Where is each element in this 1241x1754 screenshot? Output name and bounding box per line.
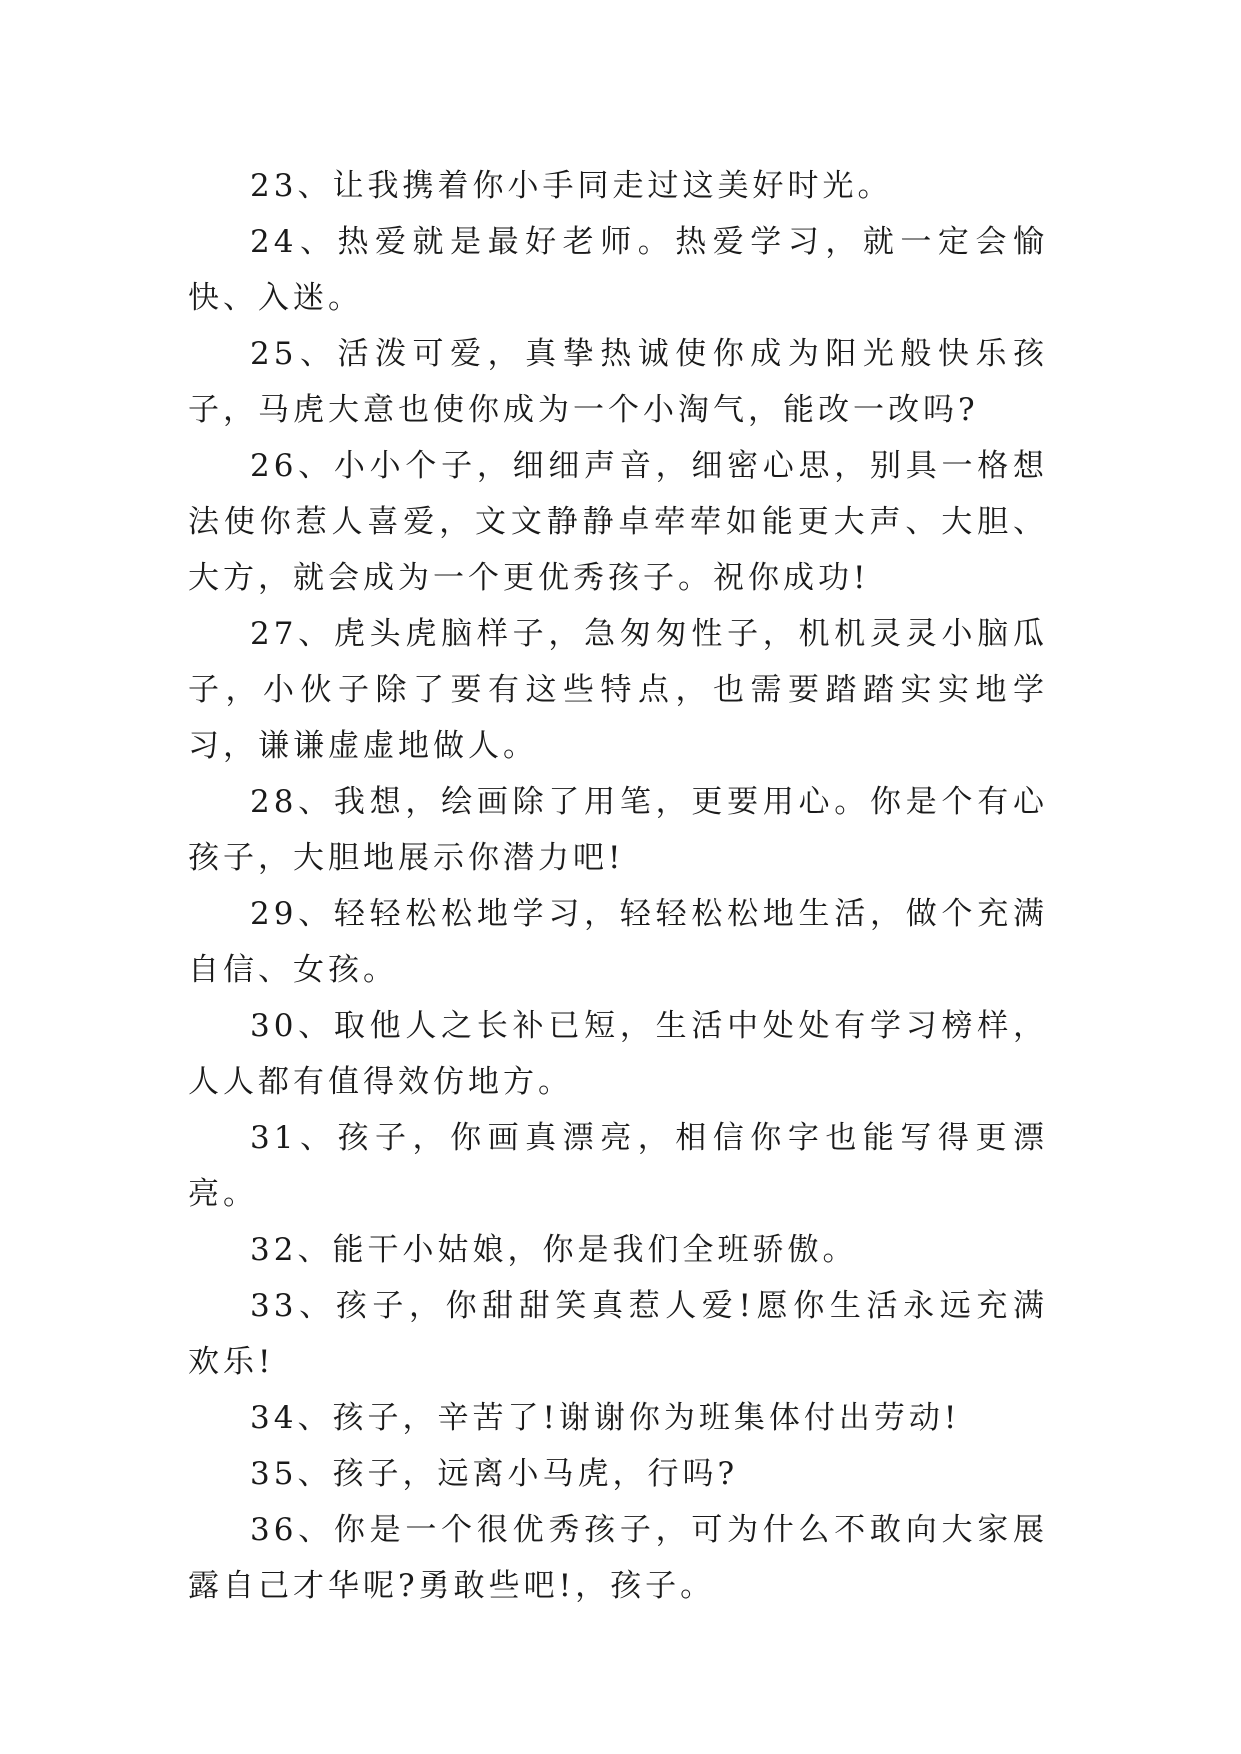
paragraph-32: 32、能干小姑娘，你是我们全班骄傲。 bbox=[250, 1232, 858, 1268]
paragraph-23: 23、让我携着你小手同走过这美好时光。 bbox=[250, 168, 893, 204]
paragraph-26: 26、小小个子，细细声音，细密心思，别具一格想法使你惹人喜爱，文文静静卓荦荦如能更大声、大胆、大方，就会成为一个更优秀孩子。祝你成功! bbox=[188, 448, 1048, 596]
paragraph-35: 35、孩子，远离小马虎，行吗? bbox=[250, 1456, 739, 1492]
paragraph-30: 30、取他人之长补已短，生活中处处有学习榜样，人人都有值得效仿地方。 bbox=[188, 1008, 1048, 1100]
paragraph-28: 28、我想，绘画除了用笔，更要用心。你是个有心孩子，大胆地展示你潜力吧! bbox=[188, 784, 1048, 876]
paragraph-33: 33、孩子，你甜甜笑真惹人爱!愿你生活永远充满欢乐! bbox=[188, 1288, 1048, 1380]
paragraph-36: 36、你是一个很优秀孩子，可为什么不敢向大家展露自己才华呢?勇敢些吧!，孩子。 bbox=[188, 1512, 1048, 1604]
paragraph-27: 27、虎头虎脑样子，急匆匆性子，机机灵灵小脑瓜子，小伙子除了要有这些特点，也需要踏踏实实地学习，谦谦虚虚地做人。 bbox=[188, 616, 1048, 764]
paragraph-31: 31、孩子，你画真漂亮，相信你字也能写得更漂亮。 bbox=[188, 1120, 1048, 1212]
paragraph-24: 24、热爱就是最好老师。热爱学习，就一定会愉快、入迷。 bbox=[188, 224, 1048, 316]
paragraph-29: 29、轻轻松松地学习，轻轻松松地生活，做个充满自信、女孩。 bbox=[188, 896, 1048, 988]
document-body bbox=[188, 158, 1048, 1614]
paragraph-34: 34、孩子，辛苦了!谢谢你为班集体付出劳动! bbox=[250, 1400, 961, 1436]
paragraph-25: 25、活泼可爱，真挚热诚使你成为阳光般快乐孩子，马虎大意也使你成为一个小淘气，能改一改吗? bbox=[188, 336, 1048, 428]
